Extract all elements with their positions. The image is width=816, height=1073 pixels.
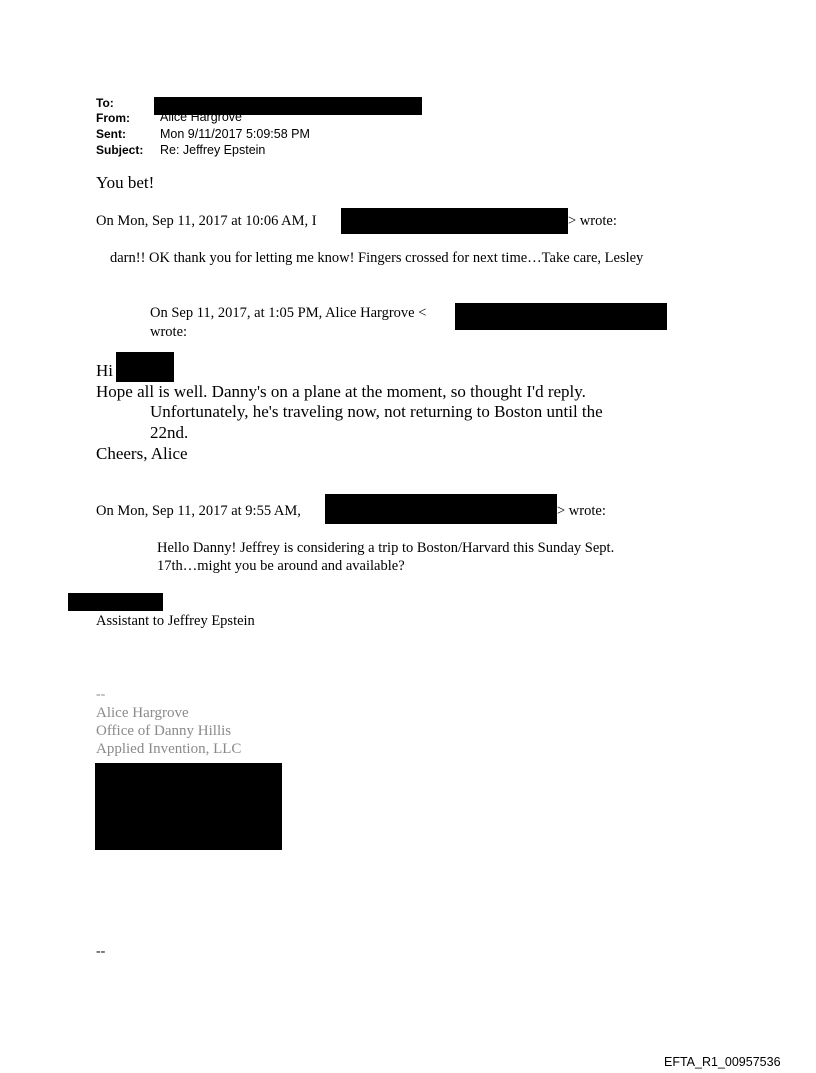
quote1-attribution: On Mon, Sep 11, 2017 at 10:06 AM, I: [96, 213, 317, 229]
greeting: Hi: [96, 361, 113, 380]
redacted-name: [116, 352, 174, 382]
signature-name: Alice Hargrove: [96, 705, 189, 721]
document-id: EFTA_R1_00957536: [664, 1055, 781, 1069]
redacted-signature-block: [95, 763, 282, 850]
subject-label: Subject:: [96, 143, 144, 157]
quote3-wrote: > wrote:: [557, 503, 606, 519]
redacted-sender-email: [341, 208, 568, 234]
quote3-line-2: 17th…might you be around and available?: [157, 558, 405, 574]
quote3-line-1: Hello Danny! Jeffrey is considering a trip to Boston/Harvard this Sunday Sept.: [157, 540, 615, 556]
from-label: From:: [96, 111, 130, 125]
sent-value: Mon 9/11/2017 5:09:58 PM: [160, 127, 310, 141]
reply-text: You bet!: [96, 173, 155, 192]
footer-separator: --: [96, 944, 106, 959]
redacted-sender-name: [68, 593, 163, 611]
signature-company: Applied Invention, LLC: [96, 741, 242, 757]
quote1-wrote: > wrote:: [568, 213, 617, 229]
message-line-3: 22nd.: [150, 423, 189, 442]
signature-separator: --: [96, 687, 106, 702]
signature-office: Office of Danny Hillis: [96, 723, 232, 739]
message-line-1: Hope all is well. Danny's on a plane at the moment, so thought I'd reply.: [96, 382, 586, 401]
quote2-attribution: On Sep 11, 2017, at 1:05 PM, Alice Hargrove <: [150, 305, 427, 321]
closing: Cheers, Alice: [96, 444, 188, 463]
subject-value: Re: Jeffrey Epstein: [160, 143, 266, 157]
redacted-alice-email: [455, 303, 667, 330]
quote3-attribution: On Mon, Sep 11, 2017 at 9:55 AM,: [96, 503, 301, 519]
message-line-2: Unfortunately, he's traveling now, not returning to Boston until the: [150, 402, 603, 421]
to-label: To:: [96, 96, 114, 110]
quote1-text: darn!! OK thank you for letting me know! Fingers crossed for next time…Take care, Lesley: [110, 250, 644, 266]
quote2-wrote: wrote:: [150, 324, 188, 340]
sent-label: Sent:: [96, 127, 126, 141]
from-value: Alice Hargrove: [160, 110, 242, 124]
redacted-sender-email-2: [325, 494, 557, 524]
assistant-title: Assistant to Jeffrey Epstein: [96, 613, 255, 629]
